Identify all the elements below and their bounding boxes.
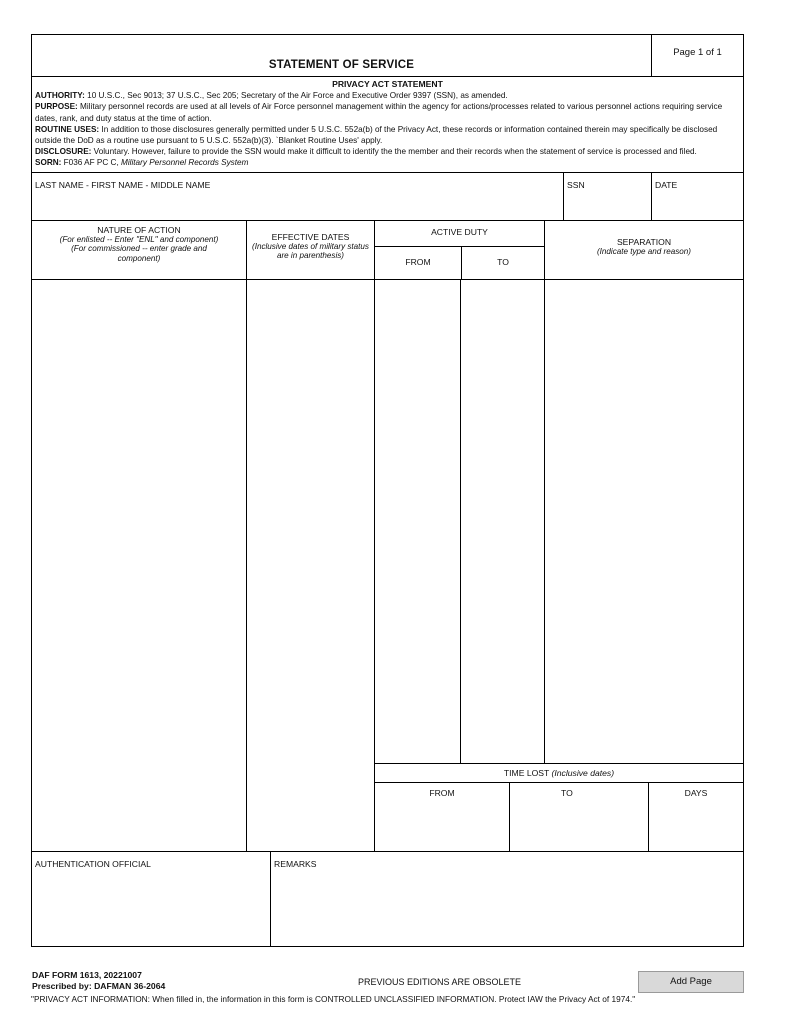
name-label: LAST NAME - FIRST NAME - MIDDLE NAME xyxy=(35,179,211,190)
statement-of-service-form xyxy=(31,34,744,947)
active-duty-to-column[interactable] xyxy=(460,280,544,763)
authentication-official-label: AUTHENTICATION OFFICIAL xyxy=(35,858,151,869)
form-identifier: DAF FORM 1613, 20221007 xyxy=(32,970,142,980)
time-lost-from-label: FROM xyxy=(429,787,455,798)
active-duty-label: ACTIVE DUTY xyxy=(375,221,544,247)
time-lost-section xyxy=(374,763,743,851)
sorn-paragraph xyxy=(35,157,740,168)
active-from-label: FROM xyxy=(405,256,431,267)
nature-commissioned-note: (For commissioned -- enter grade and component) xyxy=(71,244,207,263)
authentication-row xyxy=(32,852,743,946)
prescribed-by: Prescribed by: DAFMAN 36-2064 xyxy=(32,981,166,991)
purpose-label: PURPOSE: xyxy=(35,102,78,112)
sorn-code: F036 AF PC C, xyxy=(61,158,121,168)
disclosure-label: DISCLOSURE: xyxy=(35,147,92,157)
routine-uses-paragraph xyxy=(35,124,740,146)
routine-uses-text: In addition to those disclosures generally permitted under 5 U.S.C. 552a(b) of the Privacy Act, these records or information contained therein may specifically be disclosed outside the DoD as a routine use pursuant to 5 U.S.C. 552a(b)(3). `Blanket Routine Uses' apply. xyxy=(35,124,718,146)
time-lost-from-field[interactable] xyxy=(375,783,509,851)
time-lost-to-label: TO xyxy=(561,787,573,798)
privacy-notice: "PRIVACY ACT INFORMATION: When filled in, the information in this form is CONTROLLED UNCLASSIFIED INFORMATION. Protect IAW the Privacy Act of 1974." xyxy=(31,994,636,1004)
date-label: DATE xyxy=(655,179,678,190)
privacy-heading: PRIVACY ACT STATEMENT xyxy=(332,79,443,89)
separation-column[interactable] xyxy=(544,280,743,763)
effective-note: (Inclusive dates of military status are in parenthesis) xyxy=(252,241,369,261)
authority-paragraph xyxy=(35,90,740,101)
time-lost-days-label: DAYS xyxy=(684,787,708,798)
time-lost-to-field[interactable] xyxy=(509,783,648,851)
nature-of-action-header xyxy=(32,221,246,279)
disclosure-text: Voluntary. However, failure to provide the SSN would make it difficult to identify the the member and their records when the statement of service is processed and filed. xyxy=(91,147,697,157)
time-lost-label: TIME LOST xyxy=(503,767,550,778)
active-to-label: TO xyxy=(461,247,544,279)
sorn-system: Military Personnel Records System xyxy=(121,158,249,168)
service-entries-area xyxy=(32,280,743,852)
effective-dates-column[interactable] xyxy=(246,280,374,851)
time-lost-note: (Inclusive dates) xyxy=(551,767,615,778)
authentication-official-field[interactable] xyxy=(32,852,270,946)
page-indicator: Page 1 of 1 xyxy=(651,35,743,77)
nature-enlisted-note: (For enlisted -- Enter "ENL" and component) xyxy=(59,234,219,244)
column-header-row xyxy=(32,221,743,280)
nature-of-action-column[interactable] xyxy=(32,280,246,851)
routine-uses-label: ROUTINE USES: xyxy=(35,124,100,134)
title-row xyxy=(32,35,743,77)
active-duty-from-column[interactable] xyxy=(374,280,460,763)
purpose-text: Military personnel records are used at all levels of Air Force personnel management within the agency for actions/processes related to various personnel actions requiring service dates, rank, and duty status at the time of action. xyxy=(35,102,723,123)
time-lost-days-field[interactable] xyxy=(648,783,743,851)
privacy-act-statement xyxy=(32,77,743,173)
effective-dates-header xyxy=(246,221,374,279)
remarks-field[interactable] xyxy=(270,852,743,946)
disclosure-paragraph xyxy=(35,146,740,157)
ssn-field[interactable] xyxy=(563,173,651,220)
sorn-label: SORN: xyxy=(35,158,62,168)
effective-title: EFFECTIVE DATES xyxy=(271,231,350,242)
name-field[interactable] xyxy=(32,173,563,220)
separation-note: (Indicate type and reason) xyxy=(596,246,692,256)
separation-header xyxy=(544,221,743,279)
form-title: STATEMENT OF SERVICE xyxy=(268,59,415,71)
date-field[interactable] xyxy=(651,173,743,220)
remarks-label: REMARKS xyxy=(274,858,317,869)
authority-text: 10 U.S.C., Sec 9013; 37 U.S.C., Sec 205; Secretary of the Air Force and Executive Order 9397 (SSN), as amended. xyxy=(84,91,508,101)
identity-row xyxy=(32,173,743,221)
previous-editions-note: PREVIOUS EDITIONS ARE OBSOLETE xyxy=(358,977,522,987)
add-page-button[interactable]: Add Page xyxy=(638,971,744,993)
separation-title: SEPARATION xyxy=(616,236,672,247)
time-lost-heading xyxy=(375,764,743,783)
active-duty-header xyxy=(374,221,544,279)
purpose-paragraph xyxy=(35,101,740,123)
form-footer xyxy=(31,970,744,996)
nature-title: NATURE OF ACTION xyxy=(97,224,181,235)
ssn-label: SSN xyxy=(567,179,585,190)
authority-label: AUTHORITY: xyxy=(35,91,85,101)
